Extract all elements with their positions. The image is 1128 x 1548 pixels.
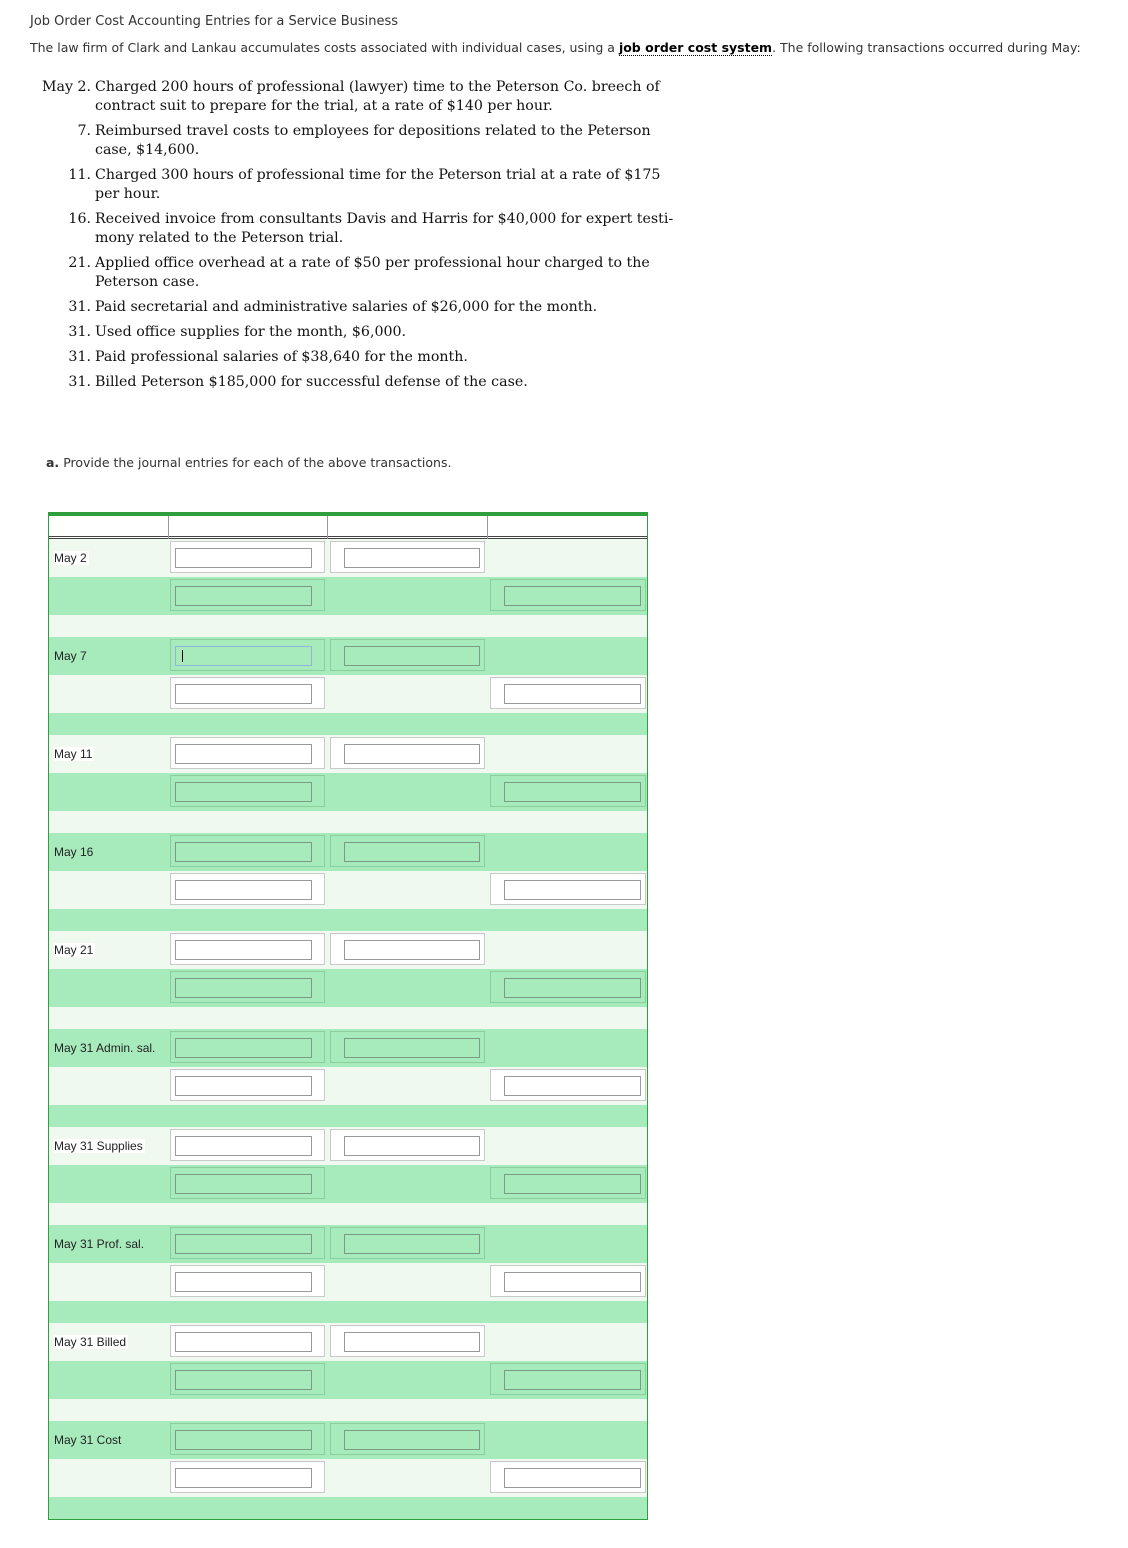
transaction-text: Charged 200 hours of professional (lawyer) time to the Peterson Co. breech of contract suit to prepare for the trial, at a rate of $140 per hour. (95, 79, 660, 114)
account-cell (170, 1363, 325, 1395)
credit-cell (490, 1069, 646, 1101)
account-cell (170, 737, 325, 769)
transaction-text: Received invoice from consultants Davis and Harris for $40,000 for expert testi-mony related to the Peterson trial. (95, 211, 674, 246)
journal-entry (49, 931, 647, 1029)
credit-cell (490, 873, 646, 905)
credit-cell (490, 1363, 646, 1395)
debit-row (49, 931, 647, 969)
account-cell (170, 1265, 325, 1297)
page-title: Job Order Cost Accounting Entries for a Service Business (30, 14, 399, 29)
journal-entry (49, 539, 647, 637)
journal-entry (49, 1127, 647, 1225)
credit-account-input[interactable] (175, 1370, 312, 1390)
credit-row (49, 1165, 647, 1203)
transaction-list (34, 78, 684, 398)
transaction-date: 31. (68, 349, 91, 365)
transaction-date: 16. (68, 211, 91, 227)
glossary-term-link[interactable]: job order cost system (618, 40, 773, 55)
debit-row (49, 637, 647, 675)
account-cell (170, 1031, 325, 1063)
credit-account-input[interactable] (175, 1174, 312, 1194)
credit-amount-input[interactable] (504, 1076, 641, 1096)
entry-date-label: May 31 Cost (54, 1433, 122, 1447)
debit-cell (330, 639, 485, 671)
credit-cell (490, 579, 646, 611)
transaction-item (34, 166, 684, 204)
journal-entry (49, 1029, 647, 1127)
account-cell (170, 1129, 325, 1161)
debit-cell (330, 933, 485, 965)
transaction-item (34, 210, 684, 248)
debit-account-input[interactable] (175, 940, 312, 960)
credit-row (49, 969, 647, 1007)
account-cell (170, 639, 325, 671)
credit-row (49, 577, 647, 615)
credit-amount-input[interactable] (504, 684, 641, 704)
credit-amount-input[interactable] (504, 1370, 641, 1390)
credit-cell (490, 1167, 646, 1199)
transaction-date: May 2. (41, 79, 91, 95)
spacer-row (49, 811, 647, 833)
credit-row (49, 675, 647, 713)
credit-amount-input[interactable] (504, 586, 641, 606)
question-letter: a. (46, 455, 60, 470)
text-cursor (182, 650, 183, 662)
debit-cell (330, 737, 485, 769)
debit-row (49, 1029, 647, 1067)
account-cell (170, 1325, 325, 1357)
question-text: Provide the journal entries for each of the above transactions. (63, 455, 452, 470)
entry-date-label: May 31 Prof. sal. (54, 1237, 145, 1251)
column-divider (327, 516, 328, 539)
transaction-date: 31. (68, 374, 91, 390)
debit-account-input[interactable] (175, 1136, 312, 1156)
entry-date-label: May 7 (54, 649, 87, 663)
account-cell (170, 1461, 325, 1493)
entry-date-label: May 21 (54, 943, 94, 957)
journal-body (49, 539, 647, 1519)
debit-row (49, 1323, 647, 1361)
credit-row (49, 773, 647, 811)
credit-account-input[interactable] (175, 880, 312, 900)
transaction-text: Charged 300 hours of professional time for the Peterson trial at a rate of $175 per hour. (95, 167, 661, 202)
debit-account-input[interactable] (175, 842, 312, 862)
debit-row (49, 833, 647, 871)
transaction-item (34, 254, 684, 292)
debit-cell (330, 1031, 485, 1063)
credit-cell (490, 677, 646, 709)
transaction-item (34, 373, 684, 392)
spacer-row (49, 1203, 647, 1225)
credit-amount-input[interactable] (504, 1468, 641, 1488)
credit-amount-input[interactable] (504, 782, 641, 802)
debit-row (49, 1225, 647, 1263)
column-divider (487, 516, 488, 539)
account-cell (170, 971, 325, 1003)
credit-cell (490, 1265, 646, 1297)
transaction-item (34, 78, 684, 116)
intro-text-after: . The following transactions occurred during May: (772, 40, 1081, 55)
transaction-date: 11. (68, 167, 91, 183)
credit-amount-input[interactable] (504, 880, 641, 900)
journal-header-row (49, 516, 647, 539)
debit-amount-input[interactable] (344, 842, 480, 862)
debit-cell (330, 1325, 485, 1357)
credit-amount-input[interactable] (504, 1174, 641, 1194)
account-cell (170, 541, 325, 573)
journal-entry (49, 637, 647, 735)
transaction-date: 31. (68, 324, 91, 340)
debit-account-input[interactable] (175, 1430, 312, 1450)
account-cell (170, 1227, 325, 1259)
account-cell (170, 933, 325, 965)
journal-entry (49, 1421, 647, 1519)
journal-entry (49, 1323, 647, 1421)
journal-entry (49, 833, 647, 931)
debit-cell (330, 835, 485, 867)
debit-amount-input[interactable] (344, 646, 480, 666)
entry-date-label: May 2 (54, 551, 87, 565)
credit-amount-input[interactable] (504, 1272, 641, 1292)
transaction-item (34, 298, 684, 317)
entry-date-label: May 31 Admin. sal. (54, 1041, 156, 1055)
transaction-text: Used office supplies for the month, $6,000. (95, 324, 407, 340)
account-cell (170, 579, 325, 611)
credit-account-input[interactable] (175, 1468, 312, 1488)
entry-date-label: May 31 Supplies (54, 1139, 143, 1153)
transaction-text: Paid professional salaries of $38,640 for the month. (95, 349, 468, 365)
account-cell (170, 775, 325, 807)
spacer-row (49, 1007, 647, 1029)
debit-amount-input[interactable] (344, 940, 480, 960)
debit-cell (330, 541, 485, 573)
account-cell (170, 1423, 325, 1455)
transaction-date: 21. (68, 255, 91, 271)
column-divider (168, 516, 169, 539)
transaction-item (34, 348, 684, 367)
entry-date-label: May 31 Billed (54, 1335, 127, 1349)
transaction-text: Applied office overhead at a rate of $50 per professional hour charged to the Peterson case. (95, 255, 650, 290)
spacer-row (49, 1105, 647, 1127)
debit-row (49, 1421, 647, 1459)
debit-amount-input[interactable] (344, 744, 480, 764)
debit-amount-input[interactable] (344, 1234, 480, 1254)
transaction-item (34, 323, 684, 342)
credit-row (49, 1263, 647, 1301)
credit-cell (490, 971, 646, 1003)
debit-account-input[interactable] (175, 1234, 312, 1254)
transaction-text: Paid secretarial and administrative salaries of $26,000 for the month. (95, 299, 598, 315)
credit-account-input[interactable] (175, 978, 312, 998)
credit-cell (490, 1461, 646, 1493)
entry-date-label: May 16 (54, 845, 94, 859)
credit-row (49, 871, 647, 909)
credit-account-input[interactable] (175, 1272, 312, 1292)
transaction-item (34, 122, 684, 160)
spacer-row (49, 1301, 647, 1323)
debit-account-input[interactable] (175, 646, 312, 666)
journal-entry (49, 1225, 647, 1323)
credit-account-input[interactable] (175, 586, 312, 606)
debit-row (49, 539, 647, 577)
debit-amount-input[interactable] (344, 548, 480, 568)
debit-account-input[interactable] (175, 1332, 312, 1352)
spacer-row (49, 1399, 647, 1421)
debit-amount-input[interactable] (344, 1136, 480, 1156)
transaction-date: 7. (77, 123, 91, 139)
credit-account-input[interactable] (175, 782, 312, 802)
debit-cell (330, 1129, 485, 1161)
spacer-row (49, 909, 647, 931)
question-prompt (46, 455, 451, 470)
account-cell (170, 835, 325, 867)
debit-amount-input[interactable] (344, 1038, 480, 1058)
credit-account-input[interactable] (175, 1076, 312, 1096)
entry-date-label: May 11 (54, 747, 93, 761)
journal-entry (49, 735, 647, 833)
debit-row (49, 1127, 647, 1165)
account-cell (170, 1167, 325, 1199)
credit-row (49, 1067, 647, 1105)
credit-cell (490, 775, 646, 807)
debit-amount-input[interactable] (344, 1430, 480, 1450)
debit-cell (330, 1423, 485, 1455)
intro-paragraph (30, 40, 1081, 55)
spacer-row (49, 1497, 647, 1519)
account-cell (170, 1069, 325, 1101)
credit-account-input[interactable] (175, 684, 312, 704)
debit-account-input[interactable] (175, 744, 312, 764)
debit-account-input[interactable] (175, 548, 312, 568)
credit-row (49, 1459, 647, 1497)
transaction-text: Reimbursed travel costs to employees for depositions related to the Peterson case, $14,600. (95, 123, 651, 158)
journal-entry-table (48, 512, 648, 1520)
credit-amount-input[interactable] (504, 978, 641, 998)
credit-row (49, 1361, 647, 1399)
account-cell (170, 873, 325, 905)
spacer-row (49, 615, 647, 637)
transaction-date: 31. (68, 299, 91, 315)
intro-text-before: The law firm of Clark and Lankau accumulates costs associated with individual cases, using a (30, 40, 619, 55)
debit-account-input[interactable] (175, 1038, 312, 1058)
account-cell (170, 677, 325, 709)
debit-cell (330, 1227, 485, 1259)
transaction-text: Billed Peterson $185,000 for successful defense of the case. (95, 374, 528, 390)
debit-amount-input[interactable] (344, 1332, 480, 1352)
spacer-row (49, 713, 647, 735)
debit-row (49, 735, 647, 773)
